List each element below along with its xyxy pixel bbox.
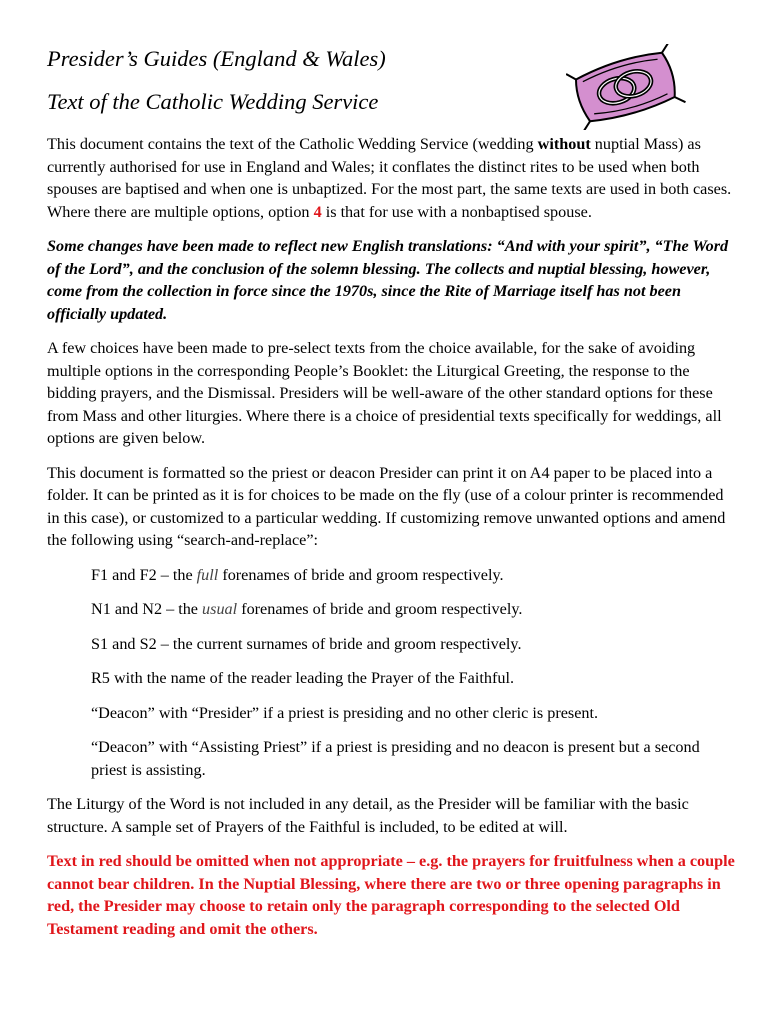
replace-item-assisting-priest: “Deacon” with “Assisting Priest” if a priest is presiding and no deacon is present but a second priest is assisting.: [91, 738, 700, 779]
emphasis-without: without: [537, 135, 591, 153]
replace-item-usual-forenames: N1 and N2 – the usual forenames of bride and groom respectively.: [91, 600, 523, 618]
replace-item-surnames: S1 and S2 – the current surnames of bride and groom respectively.: [91, 634, 522, 653]
preselect-paragraph: A few choices have been made to pre-select texts from the choice available, for the sake of avoiding multiple options in the corresponding People’s Booklet: the Liturgical Greeting, the response to the bidding prayers, and the Dismissal. Presiders will be well-aware of the other standard options for these from Mass and other liturgies. Where there is a choice of presidential texts specifically for weddings, all options are given below.: [47, 339, 722, 447]
red-text-note-paragraph: Text in red should be omitted when not appropriate – e.g. the prayers for fruitfulness when a couple cannot bear children. In the Nuptial Blessing, where there are two or three opening paragraphs in red, the Presider may choose to retain only the paragraph corresponding to the selected Old Testament reading and omit the others.: [47, 852, 735, 938]
translation-note-paragraph: Some changes have been made to reflect new English translations: “And with your spirit”, “The Word of the Lord”, and the conclusion of the solemn blessing. The collects and nuptial blessing, however, come from the collection in force since the 1970s, since the Rite of Marriage itself has not been officially updated.: [47, 237, 729, 323]
wedding-rings-cushion-icon: [566, 44, 686, 130]
document-subtitle: Text of the Catholic Wedding Service: [47, 89, 379, 114]
replace-item-full-forenames: F1 and F2 – the full forenames of bride and groom respectively.: [91, 565, 504, 584]
format-paragraph: This document is formatted so the priest or deacon Presider can print it on A4 paper to be placed into a folder. It can be printed as it is for choices to be made on the fly (use of a colour printer is recommended in this case), or customized to a particular wedding. If customizing remove unwanted options and amend the following using “search-and-replace”:: [47, 463, 726, 549]
intro-paragraph: This document contains the text of the Catholic Wedding Service (wedding without nuptial Mass) as currently authorised for use in England and Wales; it conflates the distinct rites to be used when both spouses are baptised and when one is unbaptized. For the most part, the same texts are used in both cases. Where there are multiple options, option 4 is that for use with a nonbaptised spouse.: [47, 135, 732, 221]
option-number: 4: [313, 202, 322, 221]
document-title: Presider’s Guides (England & Wales): [47, 46, 386, 71]
replace-item-reader: R5 with the name of the reader leading the Prayer of the Faithful.: [91, 669, 514, 687]
liturgy-paragraph: The Liturgy of the Word is not included in any detail, as the Presider will be familiar with the basic structure. A sample set of Prayers of the Faithful is included, to be edited at will.: [47, 795, 689, 836]
replace-item-presider: “Deacon” with “Presider” if a priest is presiding and no other cleric is present.: [91, 703, 599, 722]
document-body: [47, 133, 737, 952]
